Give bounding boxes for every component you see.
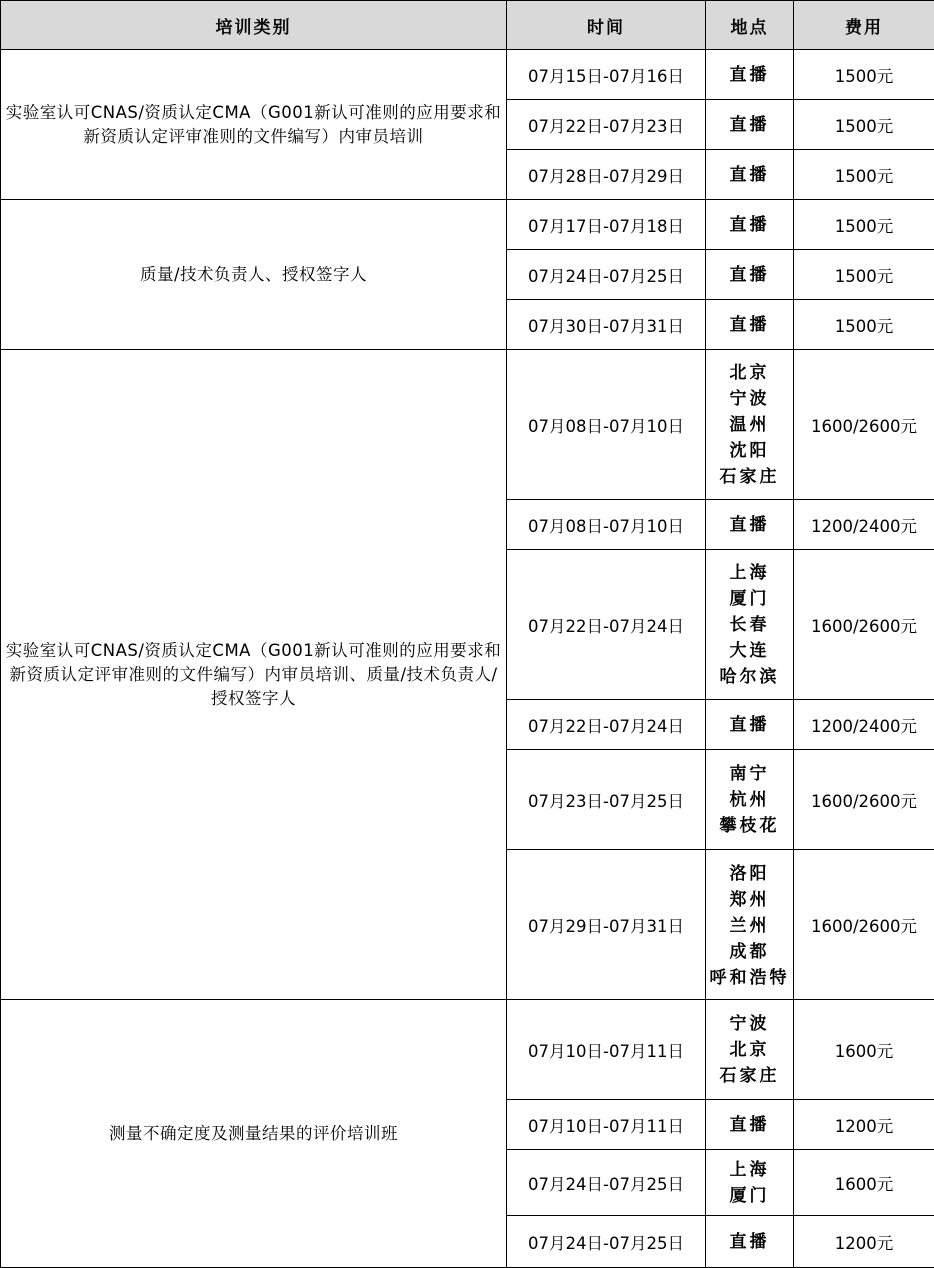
training-fee: 1500元 xyxy=(794,250,934,300)
table-row xyxy=(1,350,934,500)
training-date-range: 07月30日-07月31日 xyxy=(507,300,706,350)
training-location xyxy=(706,1100,794,1150)
training-fee: 1500元 xyxy=(794,200,934,250)
training-location xyxy=(706,500,794,550)
training-date-range: 07月10日-07月11日 xyxy=(507,1100,706,1150)
training-category: 质量/技术负责人、授权签字人 xyxy=(1,200,507,350)
training-category: 实验室认可CNAS/资质认定CMA（G001新认可准则的应用要求和新资质认定评审准则的文件编写）内审员培训 xyxy=(1,50,507,200)
location-name: 宁波 xyxy=(706,386,793,412)
header-time: 时间 xyxy=(507,1,706,50)
location-name: 石家庄 xyxy=(706,464,793,490)
training-date-range: 07月28日-07月29日 xyxy=(507,150,706,200)
schedule-body xyxy=(1,50,934,1268)
location-name: 直播 xyxy=(706,212,793,238)
training-date-range: 07月22日-07月23日 xyxy=(507,100,706,150)
training-location xyxy=(706,100,794,150)
location-name: 温州 xyxy=(706,412,793,438)
location-name: 上海 xyxy=(706,560,793,586)
training-date-range: 07月24日-07月25日 xyxy=(507,1216,706,1268)
location-name: 直播 xyxy=(706,1229,793,1255)
location-name: 直播 xyxy=(706,162,793,188)
header-row xyxy=(1,1,934,50)
location-name: 直播 xyxy=(706,1112,793,1138)
location-name: 宁波 xyxy=(706,1011,793,1037)
training-fee: 1500元 xyxy=(794,100,934,150)
training-date-range: 07月17日-07月18日 xyxy=(507,200,706,250)
training-date-range: 07月08日-07月10日 xyxy=(507,350,706,500)
location-name: 直播 xyxy=(706,712,793,738)
training-fee: 1200/2400元 xyxy=(794,700,934,750)
training-location xyxy=(706,850,794,1000)
location-name: 厦门 xyxy=(706,1183,793,1209)
training-fee: 1600/2600元 xyxy=(794,750,934,850)
training-location xyxy=(706,700,794,750)
location-name: 厦门 xyxy=(706,586,793,612)
location-name: 直播 xyxy=(706,62,793,88)
training-location xyxy=(706,200,794,250)
training-location xyxy=(706,1150,794,1216)
training-location xyxy=(706,300,794,350)
training-location xyxy=(706,750,794,850)
location-name: 长春 xyxy=(706,612,793,638)
training-date-range: 07月15日-07月16日 xyxy=(507,50,706,100)
location-name: 兰州 xyxy=(706,913,793,939)
training-location xyxy=(706,1000,794,1100)
location-name: 直播 xyxy=(706,512,793,538)
table-row xyxy=(1,50,934,100)
training-fee: 1600/2600元 xyxy=(794,850,934,1000)
header-location: 地点 xyxy=(706,1,794,50)
training-category: 实验室认可CNAS/资质认定CMA（G001新认可准则的应用要求和新资质认定评审准则的文件编写）内审员培训、质量/技术负责人/授权签字人 xyxy=(1,350,507,1000)
location-name: 石家庄 xyxy=(706,1063,793,1089)
training-fee: 1500元 xyxy=(794,50,934,100)
location-name: 北京 xyxy=(706,1037,793,1063)
location-name: 成都 xyxy=(706,939,793,965)
location-name: 大连 xyxy=(706,638,793,664)
training-date-range: 07月10日-07月11日 xyxy=(507,1000,706,1100)
training-fee: 1600元 xyxy=(794,1150,934,1216)
training-date-range: 07月22日-07月24日 xyxy=(507,550,706,700)
location-name: 杭州 xyxy=(706,787,793,813)
location-name: 南宁 xyxy=(706,761,793,787)
header-fee: 费用 xyxy=(794,1,934,50)
location-name: 直播 xyxy=(706,312,793,338)
training-fee: 1600元 xyxy=(794,1000,934,1100)
training-location xyxy=(706,50,794,100)
training-category: 测量不确定度及测量结果的评价培训班 xyxy=(1,1000,507,1268)
location-name: 洛阳 xyxy=(706,861,793,887)
training-fee: 1600/2600元 xyxy=(794,550,934,700)
training-fee: 1600/2600元 xyxy=(794,350,934,500)
training-location xyxy=(706,250,794,300)
location-name: 郑州 xyxy=(706,887,793,913)
training-location xyxy=(706,1216,794,1268)
training-fee: 1500元 xyxy=(794,300,934,350)
location-name: 攀枝花 xyxy=(706,813,793,839)
location-name: 呼和浩特 xyxy=(706,965,793,991)
training-location xyxy=(706,350,794,500)
training-fee: 1500元 xyxy=(794,150,934,200)
location-name: 哈尔滨 xyxy=(706,664,793,690)
training-fee: 1200元 xyxy=(794,1216,934,1268)
training-date-range: 07月29日-07月31日 xyxy=(507,850,706,1000)
table-row xyxy=(1,200,934,250)
training-location xyxy=(706,550,794,700)
table-row xyxy=(1,1000,934,1100)
training-fee: 1200/2400元 xyxy=(794,500,934,550)
training-date-range: 07月08日-07月10日 xyxy=(507,500,706,550)
location-name: 沈阳 xyxy=(706,438,793,464)
training-date-range: 07月24日-07月25日 xyxy=(507,250,706,300)
location-name: 直播 xyxy=(706,112,793,138)
training-location xyxy=(706,150,794,200)
training-date-range: 07月22日-07月24日 xyxy=(507,700,706,750)
location-name: 上海 xyxy=(706,1157,793,1183)
location-name: 直播 xyxy=(706,262,793,288)
location-name: 北京 xyxy=(706,360,793,386)
training-date-range: 07月23日-07月25日 xyxy=(507,750,706,850)
header-category: 培训类别 xyxy=(1,1,507,50)
training-fee: 1200元 xyxy=(794,1100,934,1150)
training-date-range: 07月24日-07月25日 xyxy=(507,1150,706,1216)
